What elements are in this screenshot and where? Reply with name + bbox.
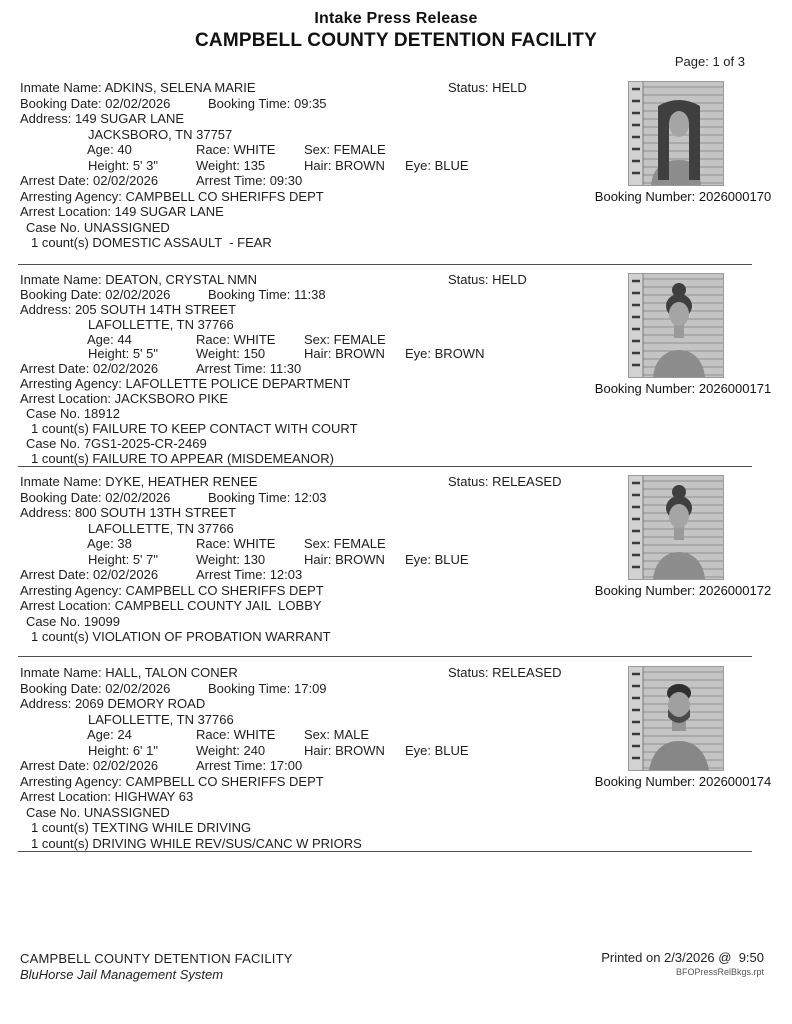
hair-label: Hair: [304, 551, 332, 567]
arrest-time-label: Arrest Time: [196, 173, 267, 188]
eye-label: Eye: [405, 551, 432, 567]
age-value: 44 [117, 331, 132, 347]
booking-number-value: 2026000174 [698, 774, 772, 789]
age-label: Age: [87, 331, 114, 347]
case-number-label: Case No. [26, 613, 81, 629]
arrest-time-value: 17:00 [269, 758, 303, 773]
arresting-agency-label: Arresting Agency: [20, 582, 122, 598]
booking-number-field [583, 583, 783, 598]
booking-number-field [583, 189, 783, 204]
address-label: Address: [20, 111, 72, 126]
inmate-name-label: Inmate Name: [20, 665, 102, 680]
race-field [196, 727, 275, 742]
mugshot-photo [629, 667, 723, 770]
status-field [448, 474, 561, 489]
booking-date-value: 02/02/2026 [105, 680, 171, 696]
address-street-value: 149 SUGAR LANE [74, 111, 185, 126]
arresting-agency-field [20, 189, 324, 204]
printed-timestamp: Printed on 2/3/2026 @ 9:50 [601, 950, 764, 965]
address-field [20, 111, 184, 126]
mugshot-photo [629, 274, 723, 377]
booking-number-value: 2026000171 [698, 381, 772, 396]
arrest-date-value: 02/02/2026 [92, 567, 159, 582]
case-number-field [26, 220, 170, 235]
case-number-field [26, 436, 207, 451]
weight-value: 135 [243, 157, 266, 173]
charge-text: 1 count(s) VIOLATION OF PROBATION WARRANT [31, 629, 331, 644]
eye-field [405, 743, 469, 758]
inmate-name-value: ADKINS, SELENA MARIE [104, 80, 256, 95]
race-field [196, 142, 275, 157]
arresting-agency-field [20, 583, 324, 598]
case-number-value: UNASSIGNED [83, 804, 170, 820]
status-label: Status: [448, 474, 489, 489]
arrest-location-field [20, 391, 228, 406]
weight-value: 240 [243, 742, 266, 758]
record-divider [18, 656, 752, 657]
case-number-value: 19099 [83, 613, 120, 629]
inmate-record [20, 474, 772, 645]
arresting-agency-field [20, 376, 350, 391]
arrest-location-value: JACKSBORO PIKE [114, 391, 229, 407]
weight-label: Weight: [196, 742, 240, 758]
booking-number-value: 2026000172 [698, 583, 772, 598]
height-value: 5' 7" [132, 551, 158, 567]
charge-line [20, 451, 772, 466]
booking-time-label: Booking Time: [208, 286, 291, 302]
case-number-value: 7GS1-2025-CR-2469 [83, 435, 207, 451]
arrest-time-label: Arrest Time: [196, 361, 267, 377]
race-value: WHITE [233, 142, 276, 157]
height-value: 5' 3" [132, 157, 158, 173]
weight-value: 130 [243, 551, 266, 567]
eye-field [405, 552, 469, 567]
sex-value: FEMALE [333, 536, 386, 551]
weight-value: 150 [243, 346, 266, 362]
booking-time-label: Booking Time: [208, 95, 291, 111]
booking-date-field [20, 287, 170, 302]
address-city-value: LAFOLLETTE, TN 37766 [88, 520, 234, 536]
eye-label: Eye: [405, 742, 432, 758]
arrest-time-label: Arrest Time: [196, 567, 267, 582]
arrest-time-label: Arrest Time: [196, 758, 267, 773]
arrest-date-label: Arrest Date: [20, 758, 90, 773]
report-filename: BFOPressRelBkgs.rpt [675, 967, 764, 977]
hair-value: BROWN [335, 551, 385, 567]
sex-value: FEMALE [333, 331, 386, 347]
arrest-date-label: Arrest Date: [20, 567, 90, 582]
document-title: Intake Press Release [314, 10, 478, 27]
booking-number-field [583, 774, 783, 789]
inmate-name-field [20, 272, 257, 287]
arrest-location-field [20, 204, 224, 219]
age-value: 38 [117, 536, 132, 551]
height-field [88, 552, 158, 567]
arrest-location-value: HIGHWAY 63 [114, 789, 194, 804]
weight-field [196, 743, 265, 758]
arrest-date-field [20, 361, 158, 376]
arrest-time-field [196, 361, 301, 376]
age-label: Age: [87, 536, 114, 551]
case-number-label: Case No. [26, 804, 81, 820]
address-field [20, 696, 205, 711]
status-label: Status: [448, 272, 489, 287]
arrest-location-value: 149 SUGAR LANE [114, 204, 224, 219]
case-number-field [26, 805, 170, 820]
charge-line [20, 235, 772, 251]
sex-value: MALE [333, 727, 370, 742]
height-label: Height: [88, 157, 130, 173]
sex-field [304, 332, 386, 347]
address-city-value: LAFOLLETTE, TN 37766 [88, 316, 234, 332]
arrest-location-field [20, 598, 322, 613]
inmate-name-field [20, 665, 238, 680]
address-city-value: JACKSBORO, TN 37757 [88, 126, 233, 142]
charge-text: 1 count(s) DRIVING WHILE REV/SUS/CANC W PRIORS [31, 835, 362, 851]
height-label: Height: [88, 346, 130, 362]
location-line [20, 204, 772, 220]
status-field [448, 665, 561, 680]
status-value: RELEASED [492, 665, 562, 680]
record-divider [18, 264, 752, 265]
age-value: 40 [117, 142, 132, 157]
footer-left [20, 951, 293, 982]
inmate-name-label: Inmate Name: [20, 80, 102, 95]
arrest-date-field [20, 758, 158, 773]
arrest-location-label: Arrest Location: [20, 789, 112, 804]
footer-facility-name: CAMPBELL COUNTY DETENTION FACILITY [20, 951, 293, 966]
height-field [88, 743, 158, 758]
race-label: Race: [196, 142, 230, 157]
age-field [87, 142, 132, 157]
arrest-location-label: Arrest Location: [20, 391, 112, 407]
booking-time-field [208, 681, 327, 696]
inmate-record [20, 665, 772, 851]
address-street-value: 800 SOUTH 13TH STREET [74, 505, 237, 520]
age-label: Age: [87, 727, 114, 742]
arresting-agency-label: Arresting Agency: [20, 376, 122, 392]
booking-time-field [208, 490, 327, 505]
status-label: Status: [448, 80, 489, 95]
facility-title: CAMPBELL COUNTY DETENTION FACILITY [195, 30, 597, 51]
arrest-location-value: CAMPBELL COUNTY JAIL LOBBY [114, 598, 322, 613]
hair-field [304, 158, 385, 173]
charge-line [20, 421, 772, 436]
case-number-field [26, 614, 120, 629]
inmate-name-label: Inmate Name: [20, 272, 102, 287]
charge-text: 1 count(s) TEXTING WHILE DRIVING [31, 820, 252, 835]
mugshot-photo [629, 476, 723, 579]
race-value: WHITE [233, 536, 276, 551]
weight-field [196, 552, 265, 567]
hair-label: Hair: [304, 346, 332, 362]
eye-value: BROWN [434, 346, 485, 362]
hair-label: Hair: [304, 742, 332, 758]
booking-date-field [20, 96, 170, 111]
height-label: Height: [88, 742, 130, 758]
arrest-time-field [196, 758, 302, 773]
race-field [196, 332, 275, 347]
sex-label: Sex: [304, 331, 331, 347]
booking-number-label: Booking Number: [594, 381, 696, 396]
eye-field [405, 346, 484, 361]
hair-field [304, 552, 385, 567]
arrest-location-field [20, 789, 193, 804]
race-label: Race: [196, 536, 230, 551]
booking-date-value: 02/02/2026 [105, 489, 171, 505]
booking-time-label: Booking Time: [208, 680, 291, 696]
hair-value: BROWN [335, 157, 385, 173]
inmate-name-label: Inmate Name: [20, 474, 102, 489]
address-street-value: 2069 DEMORY ROAD [74, 696, 206, 711]
eye-label: Eye: [405, 157, 432, 173]
inmate-name-value: HALL, TALON CONER [105, 665, 238, 680]
hair-value: BROWN [335, 742, 385, 758]
race-value: WHITE [233, 331, 276, 347]
arrest-date-value: 02/02/2026 [92, 361, 159, 377]
booking-number-value: 2026000170 [698, 189, 772, 204]
age-field [87, 727, 132, 742]
weight-label: Weight: [196, 157, 240, 173]
case-line [20, 436, 772, 451]
booking-number-field [583, 381, 783, 396]
height-label: Height: [88, 551, 130, 567]
status-field [448, 272, 527, 287]
weight-field [196, 346, 265, 361]
address-city-value: LAFOLLETTE, TN 37766 [88, 711, 234, 727]
race-label: Race: [196, 727, 230, 742]
sex-field [304, 536, 386, 551]
booking-number-label: Booking Number: [594, 583, 696, 598]
document-header [0, 10, 792, 52]
case-line [20, 406, 772, 421]
race-field [196, 536, 275, 551]
charge-text: 1 count(s) FAILURE TO APPEAR (MISDEMEANOR) [31, 450, 334, 466]
booking-date-label: Booking Date: [20, 489, 102, 505]
arrest-time-value: 12:03 [269, 567, 303, 582]
eye-value: BLUE [434, 551, 469, 567]
record-divider [18, 466, 752, 467]
arrest-location-label: Arrest Location: [20, 204, 112, 219]
eye-label: Eye: [405, 346, 432, 362]
age-field [87, 536, 132, 551]
age-field [87, 332, 132, 347]
charge-text: 1 count(s) FAILURE TO KEEP CONTACT WITH COURT [31, 420, 358, 436]
age-label: Age: [87, 142, 114, 157]
case-number-value: UNASSIGNED [83, 219, 170, 235]
address-street-value: 205 SOUTH 14TH STREET [74, 301, 237, 317]
booking-date-value: 02/02/2026 [105, 95, 171, 111]
booking-date-value: 02/02/2026 [105, 286, 171, 302]
inmate-record [20, 272, 772, 466]
arresting-agency-value: CAMPBELL CO SHERIFFS DEPT [125, 773, 324, 789]
status-value: HELD [492, 80, 527, 95]
charge-line [20, 820, 772, 836]
inmate-name-value: DEATON, CRYSTAL NMN [105, 272, 257, 287]
booking-date-field [20, 681, 170, 696]
case-number-label: Case No. [26, 435, 81, 451]
weight-field [196, 158, 265, 173]
arrest-date-field [20, 173, 158, 188]
booking-time-field [208, 287, 326, 302]
eye-value: BLUE [434, 742, 469, 758]
case-line [20, 220, 772, 236]
eye-value: BLUE [434, 157, 469, 173]
arresting-agency-field [20, 774, 324, 789]
booking-time-value: 09:35 [294, 95, 327, 111]
race-label: Race: [196, 331, 230, 347]
arrest-date-field [20, 567, 158, 582]
charge-line [20, 629, 772, 645]
arrest-location-label: Arrest Location: [20, 598, 112, 613]
case-number-value: 18912 [83, 406, 120, 422]
sex-field [304, 142, 386, 157]
status-label: Status: [448, 665, 489, 680]
booking-time-label: Booking Time: [208, 489, 291, 505]
charge-text: 1 count(s) DOMESTIC ASSAULT - FEAR [31, 235, 272, 250]
booking-date-label: Booking Date: [20, 286, 102, 302]
height-value: 6' 1" [132, 742, 158, 758]
location-line [20, 598, 772, 614]
status-field [448, 80, 527, 95]
address-field [20, 302, 236, 317]
arrest-time-field [196, 567, 302, 582]
booking-number-label: Booking Number: [594, 774, 696, 789]
case-number-label: Case No. [26, 406, 81, 422]
age-value: 24 [117, 727, 132, 742]
status-value: RELEASED [492, 474, 562, 489]
address-label: Address: [20, 696, 72, 711]
record-divider [18, 851, 752, 852]
sex-label: Sex: [304, 727, 331, 742]
sex-value: FEMALE [333, 142, 386, 157]
case-number-label: Case No. [26, 219, 81, 235]
hair-value: BROWN [335, 346, 385, 362]
status-value: HELD [492, 272, 527, 287]
arresting-agency-value: CAMPBELL CO SHERIFFS DEPT [125, 188, 324, 204]
booking-date-label: Booking Date: [20, 95, 102, 111]
footer-system-name: BluHorse Jail Management System [20, 967, 224, 982]
booking-date-field [20, 490, 170, 505]
address-label: Address: [20, 301, 72, 317]
race-value: WHITE [233, 727, 276, 742]
weight-label: Weight: [196, 346, 240, 362]
arresting-agency-label: Arresting Agency: [20, 188, 122, 204]
booking-number-label: Booking Number: [594, 189, 696, 204]
height-field [88, 346, 158, 361]
sex-field [304, 727, 369, 742]
eye-field [405, 158, 469, 173]
footer-right [601, 950, 764, 977]
booking-time-field [208, 96, 327, 111]
booking-time-value: 17:09 [294, 680, 327, 696]
arrest-date-value: 02/02/2026 [92, 758, 159, 773]
charge-line [20, 836, 772, 852]
arresting-agency-value: CAMPBELL CO SHERIFFS DEPT [125, 582, 324, 598]
hair-field [304, 346, 385, 361]
booking-date-label: Booking Date: [20, 680, 102, 696]
arrest-time-value: 09:30 [269, 173, 303, 188]
mugshot-photo [629, 82, 723, 185]
arrest-date-value: 02/02/2026 [92, 173, 159, 188]
inmate-name-field [20, 80, 256, 95]
case-line [20, 614, 772, 630]
sex-label: Sex: [304, 536, 331, 551]
booking-time-value: 11:38 [294, 286, 326, 302]
arrest-date-label: Arrest Date: [20, 361, 90, 377]
arresting-agency-label: Arresting Agency: [20, 773, 122, 789]
arrest-time-value: 11:30 [269, 361, 302, 377]
weight-label: Weight: [196, 551, 240, 567]
hair-label: Hair: [304, 157, 332, 173]
sex-label: Sex: [304, 142, 331, 157]
arrest-time-field [196, 173, 302, 188]
page-indicator: Page: 1 of 3 [674, 54, 745, 69]
address-label: Address: [20, 505, 72, 520]
hair-field [304, 743, 385, 758]
booking-time-value: 12:03 [294, 489, 327, 505]
inmate-record [20, 80, 772, 251]
case-line [20, 805, 772, 821]
case-number-field [26, 406, 120, 421]
arrest-date-label: Arrest Date: [20, 173, 90, 188]
height-value: 5' 5" [132, 346, 158, 362]
height-field [88, 158, 158, 173]
arresting-agency-value: LAFOLLETTE POLICE DEPARTMENT [125, 376, 351, 392]
inmate-name-field [20, 474, 257, 489]
location-line [20, 789, 772, 805]
address-field [20, 505, 236, 520]
inmate-name-value: DYKE, HEATHER RENEE [105, 474, 258, 489]
